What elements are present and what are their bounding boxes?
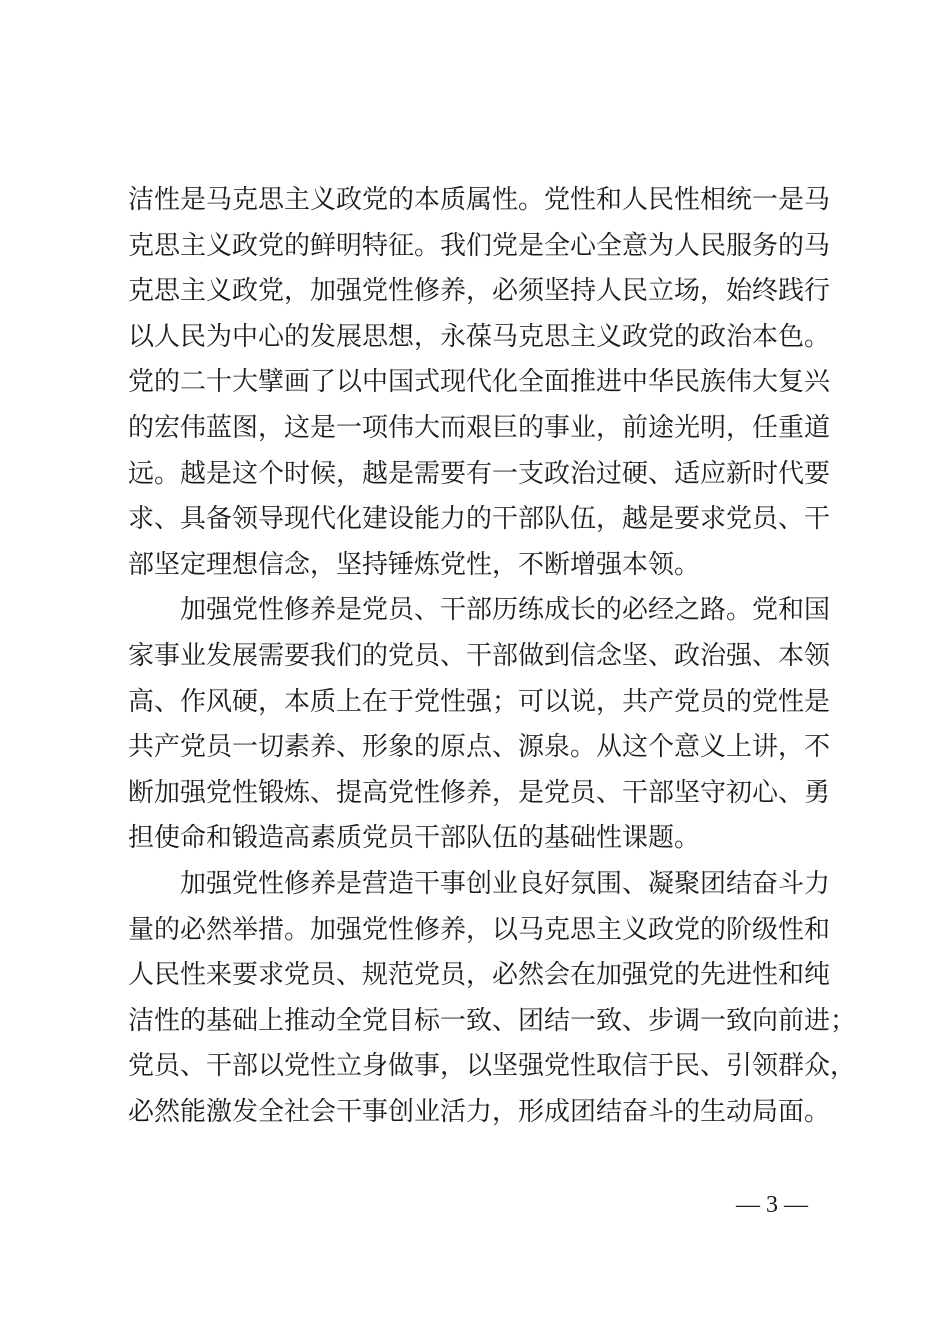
text-line: 远。越是这个时候，越是需要有一支政治过硬、适应新时代要 <box>128 458 831 489</box>
text-line: 克思主义政党的鲜明特征。我们党是全心全意为人民服务的马 <box>128 230 831 261</box>
text-line: 党员、干部以党性立身做事，以坚强党性取信于民、引领群众， <box>128 1051 857 1082</box>
text-line: 共产党员一切素养、形象的原点、源泉。从这个意义上讲，不 <box>128 732 831 763</box>
text-line: 担使命和锻造高素质党员干部队伍的基础性课题。 <box>128 823 701 854</box>
text-line: 求、具备领导现代化建设能力的干部队伍，越是要求党员、干 <box>128 504 831 535</box>
text-line: 加强党性修养是营造干事创业良好氛围、凝聚团结奋斗力 <box>180 868 831 899</box>
text-line: 洁性是马克思主义政党的本质属性。党性和人民性相统一是马 <box>128 185 831 215</box>
paragraph-2 <box>128 588 830 862</box>
paragraph-1 <box>128 178 830 588</box>
text-line: 洁性的基础上推动全党目标一致、团结一致、步调一致向前进； <box>128 1005 857 1036</box>
paragraph-3 <box>128 862 857 1136</box>
text-line: 断加强党性锻炼、提高党性修养，是党员、干部坚守初心、勇 <box>128 777 831 808</box>
text-line: 必然能激发全社会干事创业活力，形成团结奋斗的生动局面。 <box>128 1096 831 1127</box>
text-line: 以人民为中心的发展思想，永葆马克思主义政党的政治本色。 <box>128 321 831 352</box>
document-body <box>128 178 857 1135</box>
text-line: 党的二十大擘画了以中国式现代化全面推进中华民族伟大复兴 <box>128 367 831 398</box>
text-line: 克思主义政党，加强党性修养，必须坚持人民立场，始终践行 <box>128 276 831 307</box>
page-number: — 3 — <box>736 1192 808 1218</box>
text-line: 部坚定理想信念，坚持锤炼党性，不断增强本领。 <box>128 549 701 580</box>
text-line: 加强党性修养是党员、干部历练成长的必经之路。党和国 <box>180 595 831 626</box>
text-line: 人民性来要求党员、规范党员，必然会在加强党的先进性和纯 <box>128 960 831 991</box>
text-line: 家事业发展需要我们的党员、干部做到信念坚、政治强、本领 <box>128 640 831 671</box>
text-line: 量的必然举措。加强党性修养，以马克思主义政党的阶级性和 <box>128 914 831 945</box>
text-line: 高、作风硬，本质上在于党性强；可以说，共产党员的党性是 <box>128 686 831 717</box>
text-line: 的宏伟蓝图，这是一项伟大而艰巨的事业，前途光明，任重道 <box>128 412 831 443</box>
